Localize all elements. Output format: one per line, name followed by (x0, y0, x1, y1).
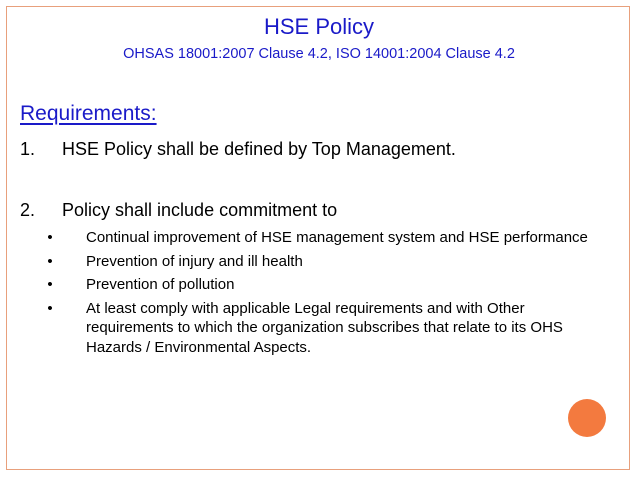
bullet-text: Prevention of injury and ill health (86, 252, 303, 270)
numbered-item-2 (20, 200, 337, 221)
bullet-text: At least comply with applicable Legal requirements and with Other requirements to which the organization subscribes that relate to its OHS Hazards / Environmental Aspects. (86, 299, 563, 356)
bullet-icon: • (47, 299, 53, 317)
slide-subtitle: OHSAS 18001:2007 Clause 4.2, ISO 14001:2004 Clause 4.2 (123, 46, 515, 62)
requirements-heading: Requirements: (20, 102, 157, 125)
item-number: 1. (20, 139, 36, 159)
commitment-bullet-list (40, 228, 610, 361)
bullet-item (40, 252, 610, 272)
item-text: HSE Policy shall be defined by Top Management. (62, 139, 456, 159)
bullet-icon: • (47, 276, 53, 293)
bullet-text: Continual improvement of HSE management system and HSE performance (86, 229, 588, 246)
item-text: Policy shall include commitment to (62, 200, 338, 220)
bullet-icon: • (47, 229, 53, 246)
bullet-item (40, 275, 610, 295)
bullet-item (40, 228, 610, 248)
orange-circle-decoration (568, 399, 606, 437)
item-number: 2. (20, 200, 36, 220)
bullet-text: Prevention of pollution (86, 276, 235, 293)
bullet-item (40, 299, 610, 358)
slide-title: HSE Policy (263, 14, 375, 39)
bullet-icon: • (47, 252, 53, 270)
numbered-item-1 (20, 139, 456, 160)
